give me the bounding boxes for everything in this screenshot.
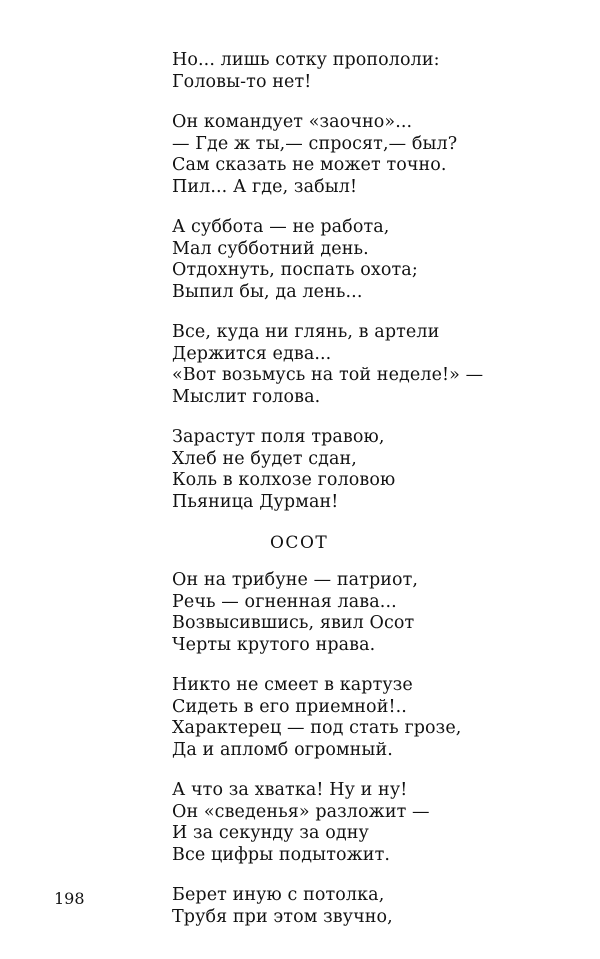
poem-line: Держится едва... <box>172 343 332 364</box>
poem-text <box>172 50 572 947</box>
poem-line: Сам сказать не может точно. <box>172 155 447 175</box>
stanza <box>172 427 572 513</box>
poem-line: А суббота — не работа, <box>172 217 390 237</box>
poem-line: Мыслит голова. <box>172 386 321 407</box>
poem-part-2 <box>172 570 572 928</box>
poem-line: Трубя при этом звучно, <box>172 906 393 927</box>
poem-line: — Где ж ты,— спросят,— был? <box>172 133 458 154</box>
poem-line: Черты крутого нрава. <box>172 634 376 655</box>
page-number: 198 <box>54 889 85 908</box>
poem-line: Он на трибуне — патриот, <box>172 570 419 590</box>
poem-line: Но... лишь сотку пропололи: <box>172 50 440 70</box>
stanza <box>172 112 572 198</box>
stanza <box>172 50 572 93</box>
stanza <box>172 217 572 303</box>
poem-line: Хлеб не будет сдан, <box>172 448 357 469</box>
poem-line: Коль в колхозе головою <box>172 470 396 490</box>
poem-line: Он «сведенья» разложит — <box>172 801 430 822</box>
stanza <box>172 570 572 656</box>
poem-line: Берет иную с потолка, <box>172 885 385 905</box>
poem-line: «Вот возьмусь на той неделе!» — <box>172 365 484 385</box>
poem-line: Да и апломб огромный. <box>172 739 393 760</box>
poem-heading: ОСОТ <box>270 533 329 553</box>
poem-line: Мал субботний день. <box>172 238 369 259</box>
poem-line: Характерец — под стать грозе, <box>172 718 462 738</box>
poem-line: Пил... А где, забыл! <box>172 176 358 197</box>
poem-line: Он командует «заочно»... <box>172 112 413 132</box>
stanza <box>172 322 572 408</box>
poem-line: Пьяница Дурман! <box>172 491 339 512</box>
poem-line: Все цифры подытожит. <box>172 844 391 865</box>
poem-line: А что за хватка! Ну и ну! <box>172 780 408 800</box>
poem-line: Речь — огненная лава... <box>172 591 397 612</box>
poem-line: Сидеть в его приемной!.. <box>172 696 407 717</box>
poem-line: Все, куда ни глянь, в артели <box>172 322 440 342</box>
poem-line: Выпил бы, да лень... <box>172 281 363 302</box>
poem-part-1 <box>172 50 572 513</box>
poem-line: Зарастут поля травою, <box>172 427 385 447</box>
poem-line: Никто не смеет в картузе <box>172 675 413 695</box>
stanza <box>172 675 572 761</box>
stanza <box>172 885 572 928</box>
poem-line: Отдохнуть, поспать охота; <box>172 260 418 280</box>
poem-line: И за секунду за одну <box>172 823 369 843</box>
poem-line: Головы-то нет! <box>172 71 312 92</box>
stanza <box>172 780 572 866</box>
poem-line: Возвысившись, явил Осот <box>172 613 415 633</box>
